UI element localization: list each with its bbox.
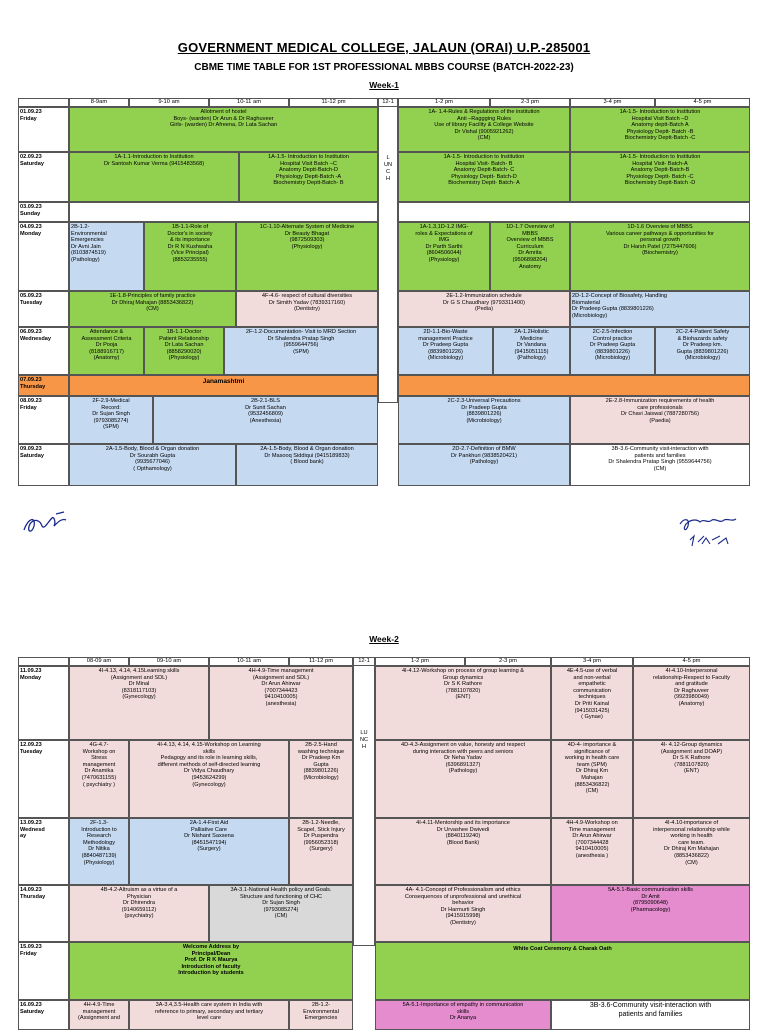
- session-cell: 4I-4.13, 4.14, 4.15-Workshop on Learning skills Pedagogy and its role in learning skills, different methods of self-directed learning Dr Vidya Chaudhary (9453624299) (Gynecology): [129, 740, 289, 818]
- session-cell: 2F-1.2-Documentation- Visit to MRD Section Dr Shalendra Pratap Singh (9559644756) (SPM): [224, 327, 378, 375]
- session-cell: 2B-1.2- Environmental Emergencies Dr Avni Jain (8103874519) (Pathology): [69, 222, 144, 291]
- session-cell: 3B-3.6-Community visit-interaction with patients and families Dr Shalendra Pratap Singh (9559644756) (CM): [570, 444, 750, 486]
- session-cell: 1A- 1.4-Rules & Regulations of the institution Anti –Raggging Rules Use of library Facility & College Website Dr Vishal (9005921262) (CM): [398, 107, 570, 152]
- session-cell: 2B-2.5-Hand washing technique Dr Pradeep Km Gupta (8839801226) (Microbiology): [289, 740, 353, 818]
- session-cell: Attendance & Assessment Criteria Dr Pooja (8188916717) (Anatomy): [69, 327, 144, 375]
- week1-time: 4-5 pm: [655, 98, 750, 107]
- week2-day: 13.09.23 Wednesd ay: [18, 818, 69, 885]
- session-cell: 1A-1.3,1D-1.2 IMG- roles & Expectations of IMG Dr Parth Sarthi (8604506044) (Physiology): [398, 222, 490, 291]
- session-cell: 1C-1.10-Alternate System of Medicine Dr Beauty Bhagat (9872509303) (Physiology): [236, 222, 378, 291]
- week1-day: 01.09.23 Friday: [18, 107, 69, 152]
- week2-time: 2-3 pm: [465, 657, 551, 666]
- week1-time: 3-4 pm: [570, 98, 655, 107]
- signature-left: [20, 508, 80, 538]
- session-cell: 2D-2.7-Definition of BMW Dr Pankhuri (9838520421) (Pathology): [398, 444, 570, 486]
- week2-day: 14.09.23 Thursday: [18, 885, 69, 942]
- week2-day: 11.09.23 Monday: [18, 666, 69, 740]
- session-cell: 4I- 4.12-Group dynamics (Assignment and DOAP) Dr S K Rathore (7881107820) (ENT): [633, 740, 750, 818]
- session-cell: 1A-1.5- Introduction to Institution Hospital Visit- Batch- B Anatomy Deptt-Batch- C Physiology Deptt- Batch-D Biochemistry Deptt- Batch- A: [398, 152, 570, 202]
- session-cell: 2E-2.8-Immunization requirements of health care professionals Dr Chavi Jaiswal (7887280756) (Paedia): [570, 396, 750, 444]
- session-cell: 2A-1.4-First Aid Palliative Care Dr Nishant Saxsena (8451547194) (Surgery): [129, 818, 289, 885]
- week1-time: 2-3 pm: [490, 98, 570, 107]
- session-cell: 4B-4.2-Altruism as a virtue of a Physician Dr Dhirendra (9140659112) (psychiatry): [69, 885, 209, 942]
- week1-time: 11-12 pm: [289, 98, 378, 107]
- session-cell: 2F-2.9-Medical Record: Dr Sujan Singh (9793085274) (SPM): [69, 396, 153, 444]
- session-cell: 1A-1.5- Introduction to Institution Hospital Visit- Batch-A Anatomy Deptt-Batch-B Physiology Deptt- Batch -C Biochemistry Deptt-Batch -D: [570, 152, 750, 202]
- session-cell: 2C-2.3-Universal Precautions Dr Pradeep Gupta (8839801226) (Microbiology): [398, 396, 570, 444]
- session-cell: 1A-1.5- Introduction to Institution Hospital Visit Batch –D Anatomy deptt-Batch A Physiology Deptt- Batch -B Biochemistry Deptt-Batch -C: [570, 107, 750, 152]
- session-cell: 4I-4.13, 4.14, 4.15Learning skills (Assignment and SDL) Dr Minal (8318117103) (Gynecology): [69, 666, 209, 740]
- week1-day-holiday: 07.09.23 Thursday: [18, 375, 69, 396]
- session-cell: 2B-2.1-BLS Dr Sunit Sachan (9532456809) (Anesthesia): [153, 396, 378, 444]
- session-cell: White Coat Ceremony & Charak Oath: [375, 942, 750, 1000]
- week1-time: 12-1: [378, 98, 398, 107]
- session-cell: Welcome Address by Principal/Dean Prof. Dr R K Maurya Introduction of faculty Introduction by students: [69, 942, 353, 1000]
- session-cell: 4I-4.11-Mentorship and its importance Dr Urvashee Dwivedi (8840119240) (Blood Bank): [375, 818, 551, 885]
- week2-header-blank: [18, 657, 69, 666]
- week2-time: 3-4 pm: [551, 657, 633, 666]
- session-cell: 5A-5.1-Importance of empathy in communication skills Dr Ananya: [375, 1000, 551, 1030]
- week1-time: 9-10 am: [129, 98, 209, 107]
- session-cell: 2E-1.2-Immunization schedule Dr G S Chaudhary (9793311400) (Pedia): [398, 291, 570, 327]
- session-cell: 5A-5.1-Basic communication skills Dr Amit (8795090648) (Pharmacology): [551, 885, 750, 942]
- week1-day: 05.09.23 Tuesday: [18, 291, 69, 327]
- session-cell: 4F-4.6- respect of cultural diversities Dr Simith Yadav (7839317160) (Dentistry): [236, 291, 378, 327]
- session-cell: 1E-1.8-Principles of family practice Dr Dhiraj Mahajan (8853436822) (CM): [69, 291, 236, 327]
- holiday-cell: Janamashtmi: [69, 375, 378, 396]
- session-cell: 1A-1.1-Introduction to Institution Dr Santosh Kumar Verma (9415483568): [69, 152, 239, 202]
- page-title: GOVERNMENT MEDICAL COLLEGE, JALAUN (ORAI) U.P.-285001: [177, 40, 591, 55]
- session-cell: 2A-1.2Holistic Medicine Dr Vandana (9415051115) (Pathology): [493, 327, 570, 375]
- session-cell: 1B-1.1-Doctor Patient Relationship Dr Lata Sachan (8858290020) (Physiology): [144, 327, 224, 375]
- week1-label: Week-1: [369, 80, 399, 90]
- session-cell: 4E-4.5-use of verbal and non-verbal empathetic communication techniques Dr Priti Kainal (9415031425) ( Gynae): [551, 666, 633, 740]
- session-cell: 4H-4.9-Time management (Assignment and: [69, 1000, 129, 1030]
- sunday-blank: [69, 202, 378, 222]
- session-cell: 2A-1.5-Body, Blood & Organ donation Dr Masooq Siddiqui (9415189833) ( Blood bank): [236, 444, 378, 486]
- session-cell: 1B-1.1-Role of Doctor's in society & its importance Dr R N Kushwaha (Vice Principal) (8853235555): [144, 222, 236, 291]
- week2-time: 09-10 am: [129, 657, 209, 666]
- session-cell: 4I-4.12-Workshop on process of group learning & Group dynamics Dr S K Rathore (7881107820) (ENT): [375, 666, 551, 740]
- week1-time: 1-2 pm: [398, 98, 490, 107]
- holiday-cell-blank: [398, 375, 750, 396]
- week2-time: 12-1: [353, 657, 375, 666]
- sunday-blank: [398, 202, 750, 222]
- week1-lunch-label: L UN C H: [383, 155, 393, 182]
- week1-day: 04.09.23 Monday: [18, 222, 69, 291]
- session-cell: 2B-1.2-Needle, Scapel, Stick Injury Dr Puspendra (9956052318) (Surgery): [289, 818, 353, 885]
- signature-right: [676, 514, 746, 550]
- session-cell: 2D-1.1-Bio-Waste management Practice Dr Pradeep Gupta (8839801226) (Microbiology): [398, 327, 493, 375]
- week1-day: 03.09.23 Sunday: [18, 202, 69, 222]
- week2-lunch-label: LU NC H: [359, 730, 369, 750]
- session-cell: 1A-1.5- Introduction to Institution Hospital Visit Batch –C Anatomy Deptt-Batch-D Physiology Deptt-Batch -A Biochemistry Deptt-Batch- B: [239, 152, 378, 202]
- page-subtitle: CBME TIME TABLE FOR 1ST PROFESSIONAL MBBS COURSE (BATCH-2022-23): [194, 62, 574, 73]
- week2-time: 10-11 am: [209, 657, 289, 666]
- session-cell: 3B-3.6-Community visit-interaction with patients and families: [551, 1000, 750, 1030]
- session-cell: 2B-1.2- Environmental Emergencies: [289, 1000, 353, 1030]
- week1-time: 10-11 am: [209, 98, 289, 107]
- session-cell: 3A-3.1-National Health policy and Goals. Structure and functioning of CHC Dr Sujan Singh (9793085274) (CM): [209, 885, 353, 942]
- week1-header-blank: [18, 98, 69, 107]
- week1-day: 02.09.23 Saturday: [18, 152, 69, 202]
- session-cell: 4A- 4.1-Concept of Professionalism and ethics Consequences of unprofessional and unethical behavior Dr Harmurti Singh (9415915998) (Dentistry): [375, 885, 551, 942]
- session-cell: 4H-4.9-Time management (Assignment and SDL) Dr Arun Ahirwar (7007344423 9410410005) (anesthesia): [209, 666, 353, 740]
- week2-day: 15.09.23 Friday: [18, 942, 69, 1000]
- session-cell: 2C-2.5-Infection Control practice Dr Pradeep Gupta (8839801226) (Microbiology): [570, 327, 655, 375]
- week2-time: 08-09 am: [69, 657, 129, 666]
- session-cell: 1D-1.6 Overview of MBBS Various career pathways & opportunities for personal growth Dr Harsh Patel (7275447606) (Biochemistry): [570, 222, 750, 291]
- session-cell: 4G-4.7- Workshop on Stress management Dr Anamika (7470631155) ( psychiatry ): [69, 740, 129, 818]
- week2-time: 4-5 pm: [633, 657, 750, 666]
- session-cell: 2D-1.2-Concept of Biosafety, Handling Biomaterial Dr Pradeep Gupta (8839801226) (Microbiology): [570, 291, 750, 327]
- session-cell: Allotment of hostel Boys- (warden) Dr Arun & Dr Raghuveer Girls- (warden) Dr Afreena, Dr Lata Sachan: [69, 107, 378, 152]
- session-cell: 4H-4.9-Workshop on Time management Dr Arun Ahirwar (7007344428 9410410005) (anesthesia ): [551, 818, 633, 885]
- session-cell: 2C-2.4-Patient Safety & Biohazards safety Dr Pradeep km. Gupta (8839801226) (Microbiology): [655, 327, 750, 375]
- week1-lunch-column: [378, 107, 398, 403]
- week1-time: 8-9am: [69, 98, 129, 107]
- week2-time: 1-2 pm: [375, 657, 465, 666]
- week1-day: 09.09.23 Saturday: [18, 444, 69, 486]
- week2-label: Week-2: [369, 634, 399, 644]
- week2-day: 12.09.23 Tuesday: [18, 740, 69, 818]
- session-cell: 2A-1.5-Body, Blood & Organ donation Dr Sourabh Gupta (9935677046) ( Opthamology): [69, 444, 236, 486]
- week1-day: 06.09.23 Wednesday: [18, 327, 69, 375]
- session-cell: 4I-4.10-importance of interpersonal relationship while working in health care team. Dr Dhiraj Km Mahajan (8853436822) (CM): [633, 818, 750, 885]
- session-cell: 3A-3.4,3.5-Health care system in India with reference to primary, secondary and tertiary level care: [129, 1000, 289, 1030]
- session-cell: 4D-4- importance & significance of working in health care team (SPM) Dr Dhiraj Km Mahajan (8853436822) (CM): [551, 740, 633, 818]
- week2-lunch-column: [353, 666, 375, 946]
- week2-day: 16.09.23 Saturday: [18, 1000, 69, 1030]
- week2-time: 11-12 pm: [289, 657, 353, 666]
- session-cell: 2F-1.3- Introduction to Research Methodology Dr Nitika (8840487139) (Physiology): [69, 818, 129, 885]
- session-cell: 4I-4.10-Interpersonal relationship-Respect to Faculty and gratitude Dr Raghuveer (9923980049) (Anatomy): [633, 666, 750, 740]
- session-cell: 1D-1.7 Overview of MBBS Overview of MBBS Curriculum Dr Amrita (9506898204) Anatomy: [490, 222, 570, 291]
- week1-day: 08.09.23 Friday: [18, 396, 69, 444]
- session-cell: 4D-4.3-Assignment on value, honesty and respect during interaction with peers and seniors Dr Neha Yadav (6396891327) (Pathology): [375, 740, 551, 818]
